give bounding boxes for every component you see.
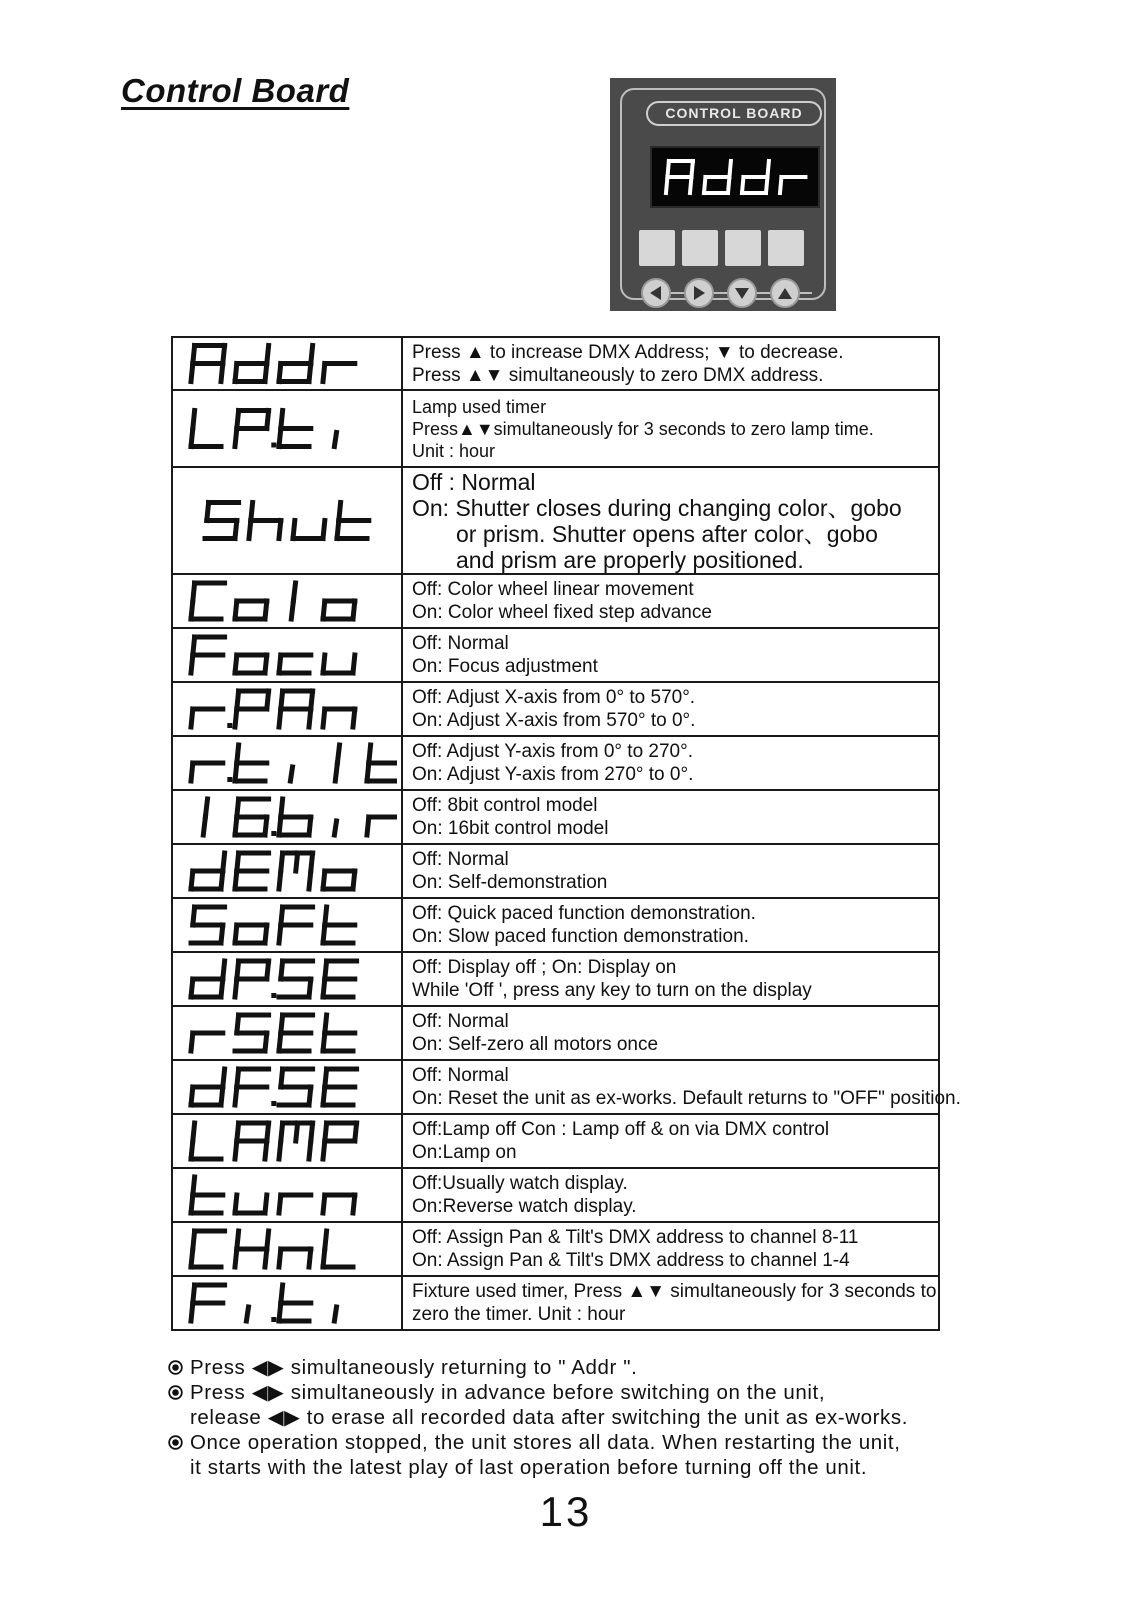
segment-glyph: [235, 961, 269, 997]
description-line: Off: Normal: [412, 633, 509, 654]
segment-glyph: [205, 503, 239, 539]
menu-code-segments: [173, 684, 397, 734]
segment-glyph: [235, 799, 269, 835]
segment-glyph: [323, 1015, 355, 1051]
menu-code-segments: [173, 339, 397, 388]
segment-dot: [271, 993, 276, 998]
menu-description-cell: [402, 898, 939, 952]
menu-code-segments: [173, 1008, 397, 1058]
menu-code-cell: [172, 736, 402, 790]
table-row: [172, 628, 939, 682]
menu-code-segments: [173, 576, 397, 626]
segment-glyph: [742, 161, 769, 193]
menu-code-cell: [172, 467, 402, 574]
segment-glyph: [279, 1195, 311, 1213]
segment-glyph: [323, 655, 355, 673]
menu-code-segments: [173, 1278, 397, 1328]
description-line: On: Shutter closes during changing color、gobo: [412, 494, 902, 521]
segment-glyph: [279, 907, 313, 943]
description-line: On:Lamp on: [412, 1142, 517, 1163]
segment-glyph: [235, 1015, 269, 1051]
segment-glyph: [235, 925, 267, 943]
segment-glyph: [191, 1285, 225, 1321]
note-item: [168, 1380, 968, 1430]
menu-description-cell: [402, 844, 939, 898]
segment-glyph: [334, 1307, 336, 1321]
table-row: [172, 952, 939, 1006]
description-line: Fixture used timer, Press ▲▼ simultaneously for 3 seconds to: [412, 1281, 937, 1302]
segment-glyph: [780, 177, 805, 193]
right-arrow-icon[interactable]: [684, 278, 714, 308]
table-row: [172, 790, 939, 844]
description-line: or prism. Shutter opens after color、gobo: [456, 520, 878, 547]
segment-glyph: [323, 907, 355, 943]
page-title: Control Board: [121, 72, 350, 109]
description-line: On: Focus adjustment: [412, 656, 598, 677]
segment-glyph: [279, 1015, 313, 1051]
segment-glyph: [323, 1231, 353, 1267]
description-line: Off : Normal: [412, 468, 536, 495]
device-key-4[interactable]: [768, 230, 804, 266]
segment-glyph: [323, 1195, 355, 1213]
note-line: Press ◀▶ simultaneously returning to " Addr ".: [190, 1356, 638, 1379]
menu-code-cell: [172, 574, 402, 628]
segment-glyph: [191, 1069, 225, 1105]
table-row: [172, 1276, 939, 1330]
segment-glyph: [279, 1285, 311, 1321]
segment-glyph: [279, 1249, 311, 1267]
menu-description-cell: [402, 790, 939, 844]
device-key-3[interactable]: [725, 230, 761, 266]
description-line: Off: Color wheel linear movement: [412, 579, 694, 600]
menu-description-cell: [402, 1222, 939, 1276]
segment-glyph: [235, 1195, 267, 1213]
segment-glyph: [666, 161, 693, 193]
table-row: [172, 682, 939, 736]
table-row: [172, 736, 939, 790]
segment-glyph: [367, 817, 397, 835]
table-row: [172, 574, 939, 628]
description-line: On: Self-zero all motors once: [412, 1034, 659, 1055]
menu-description-cell: [402, 952, 939, 1006]
menu-description-cell: [402, 467, 939, 574]
segment-glyph: [279, 799, 311, 835]
bullet-icon: [168, 1385, 183, 1400]
description-line: Off: Normal: [412, 1065, 509, 1086]
menu-code-cell: [172, 790, 402, 844]
menu-code-cell: [172, 1060, 402, 1114]
menu-description-cell: [402, 628, 939, 682]
menu-code-segments: [173, 1170, 397, 1220]
segment-glyph: [191, 346, 225, 382]
description-line: Off: Adjust X-axis from 0° to 570°.: [412, 687, 696, 708]
menu-code-cell: [172, 1114, 402, 1168]
segment-glyph: [235, 411, 269, 447]
device-face: [620, 88, 826, 300]
segment-glyph: [279, 1123, 313, 1159]
segment-glyph: [203, 799, 207, 835]
segment-glyph: [191, 763, 223, 781]
segment-glyph: [191, 1123, 221, 1159]
segment-glyph: [191, 961, 225, 997]
segment-glyph: [323, 961, 357, 997]
segment-glyph: [191, 583, 225, 619]
segment-dot: [227, 777, 232, 782]
description-line: Press ▲▼ simultaneously to zero DMX address.: [412, 364, 824, 386]
description-line: On: Slow paced function demonstration.: [412, 926, 749, 947]
segment-glyph: [279, 655, 311, 673]
segment-glyph: [279, 411, 311, 447]
segment-glyph: [191, 907, 225, 943]
segment-glyph: [323, 601, 355, 619]
segment-glyph: [191, 853, 225, 889]
device-display: [650, 146, 820, 208]
menu-description-cell: [402, 736, 939, 790]
segment-glyph: [335, 745, 339, 781]
segment-glyph: [323, 871, 355, 889]
description-line: On: Assign Pan & Tilt's DMX address to channel 1-4: [412, 1250, 850, 1271]
segment-glyph: [235, 745, 267, 781]
description-line: Off:Lamp off Con : Lamp off & on via DMX control: [412, 1119, 830, 1140]
menu-code-segments: [173, 954, 397, 1004]
segment-glyph: [323, 709, 355, 727]
menu-code-segments: [173, 900, 397, 950]
description-line: Off: Normal: [412, 849, 509, 870]
table-row: [172, 390, 939, 467]
note-item: [168, 1355, 968, 1380]
menu-code-segments: [173, 792, 397, 842]
left-arrow-icon[interactable]: [641, 278, 671, 308]
segment-glyph: [191, 411, 221, 447]
segment-dot: [271, 1317, 276, 1322]
menu-code-cell: [172, 1168, 402, 1222]
segment-glyph: [246, 1307, 248, 1321]
menu-code-segments: [173, 1062, 397, 1112]
description-line: Lamp used timer: [412, 396, 547, 417]
menu-code-cell: [172, 1006, 402, 1060]
menu-code-segments: [173, 469, 397, 572]
description-line: zero the timer. Unit : hour: [412, 1304, 626, 1325]
menu-description-cell: [402, 337, 939, 390]
segment-glyph: [367, 745, 397, 781]
table-row: [172, 1006, 939, 1060]
bullet-icon: [168, 1435, 183, 1450]
table-row: [172, 1222, 939, 1276]
segment-glyph: [337, 503, 369, 539]
table-row: [172, 337, 939, 390]
segment-glyph: [235, 1123, 269, 1159]
description-line: Off: Quick paced function demonstration.: [412, 903, 756, 924]
menu-table: [171, 336, 961, 1331]
menu-description-cell: [402, 390, 939, 467]
description-line: Off: Normal: [412, 1011, 509, 1032]
description-line: Off: Display off ; On: Display on: [412, 957, 677, 978]
description-line: Off: Assign Pan & Tilt's DMX address to channel 8-11: [412, 1227, 859, 1248]
menu-code-segments: [173, 738, 397, 788]
segment-glyph: [704, 161, 731, 193]
menu-code-segments: [173, 1116, 397, 1166]
menu-code-cell: [172, 337, 402, 390]
note-line: it starts with the latest play of last operation before turning off the unit.: [190, 1456, 868, 1479]
segment-glyph: [279, 346, 313, 382]
segment-glyph: [235, 691, 269, 727]
display-segments: [652, 148, 818, 206]
device-badge: CONTROL BOARD: [646, 101, 822, 126]
menu-code-cell: [172, 682, 402, 736]
segment-glyph: [235, 853, 269, 889]
segment-glyph: [279, 1069, 313, 1105]
description-line: Unit : hour: [412, 440, 496, 461]
notes: [168, 1355, 968, 1480]
up-arrow-icon[interactable]: [770, 278, 800, 308]
control-board-photo: [610, 78, 836, 311]
menu-description-cell: [402, 1006, 939, 1060]
table-row: [172, 1168, 939, 1222]
segment-glyph: [191, 1177, 223, 1213]
device-key-2[interactable]: [682, 230, 718, 266]
description-line: and prism are properly positioned.: [456, 546, 804, 573]
segment-glyph: [293, 521, 325, 539]
menu-code-cell: [172, 952, 402, 1006]
segment-glyph: [334, 433, 336, 447]
table-row: [172, 844, 939, 898]
description-line: On: Self-demonstration: [412, 872, 608, 893]
menu-code-segments: [173, 1224, 397, 1274]
description-line: On: Color wheel fixed step advance: [412, 602, 712, 623]
segment-glyph: [334, 821, 336, 835]
device-key-1[interactable]: [639, 230, 675, 266]
note-item: [168, 1430, 968, 1480]
segment-dot: [271, 443, 276, 448]
description-line: Off:Usually watch display.: [412, 1173, 628, 1194]
menu-code-segments: [173, 846, 397, 896]
description-line: On: Reset the unit as ex-works. Default returns to "OFF" position.: [412, 1088, 961, 1109]
description-line: Off: 8bit control model: [412, 795, 598, 816]
menu-code-segments: [173, 630, 397, 680]
description-line: On:Reverse watch display.: [412, 1196, 637, 1217]
segment-dot: [271, 1101, 276, 1106]
segment-glyph: [323, 1123, 357, 1159]
segment-glyph: [323, 364, 355, 382]
bullet-icon: [168, 1360, 183, 1375]
menu-code-cell: [172, 844, 402, 898]
description-line: On: Adjust Y-axis from 270° to 0°.: [412, 764, 694, 785]
table-row: [172, 898, 939, 952]
note-line: Once operation stopped, the unit stores all data. When restarting the unit,: [190, 1431, 901, 1454]
menu-description-cell: [402, 1168, 939, 1222]
segment-glyph: [279, 691, 313, 727]
description-line: On: Adjust X-axis from 570° to 0°.: [412, 710, 696, 731]
menu-code-cell: [172, 898, 402, 952]
menu-description-cell: [402, 1060, 961, 1114]
segment-glyph: [191, 637, 225, 673]
description-line: Press▲▼simultaneously for 3 seconds to zero lamp time.: [412, 418, 874, 439]
segment-glyph: [323, 1069, 357, 1105]
page-number: 13: [539, 1488, 593, 1535]
segment-glyph: [291, 583, 295, 619]
segment-glyph: [191, 1231, 225, 1267]
segment-glyph: [279, 961, 313, 997]
menu-code-cell: [172, 628, 402, 682]
segment-glyph: [191, 1033, 223, 1051]
menu-description-cell: [402, 1276, 939, 1330]
menu-code-segments: [173, 392, 397, 465]
description-line: On: 16bit control model: [412, 818, 609, 839]
note-line: release ◀▶ to erase all recorded data after switching the unit as ex-works.: [190, 1406, 909, 1429]
menu-description-cell: [402, 682, 939, 736]
description-line: Press ▲ to increase DMX Address; ▼ to decrease.: [412, 341, 844, 363]
segment-glyph: [191, 709, 223, 727]
table-row: [172, 1114, 939, 1168]
segment-glyph: [235, 346, 269, 382]
segment-glyph: [279, 853, 313, 889]
segment-glyph: [235, 1069, 269, 1105]
down-arrow-icon[interactable]: [727, 278, 757, 308]
menu-description-cell: [402, 574, 939, 628]
table-row: [172, 1060, 939, 1114]
description-line: While 'Off ', press any key to turn on the display: [412, 980, 812, 1001]
segment-glyph: [235, 655, 267, 673]
segment-glyph: [249, 503, 281, 539]
table-row: [172, 467, 939, 574]
note-line: Press ◀▶ simultaneously in advance before switching on the unit,: [190, 1381, 826, 1404]
menu-code-cell: [172, 390, 402, 467]
segment-glyph: [235, 601, 267, 619]
segment-glyph: [235, 1231, 269, 1267]
segment-dot: [227, 723, 232, 728]
menu-code-cell: [172, 1276, 402, 1330]
segment-dot: [271, 831, 276, 836]
segment-glyph: [290, 767, 292, 781]
menu-code-cell: [172, 1222, 402, 1276]
description-line: Off: Adjust Y-axis from 0° to 270°.: [412, 741, 693, 762]
menu-description-cell: [402, 1114, 939, 1168]
